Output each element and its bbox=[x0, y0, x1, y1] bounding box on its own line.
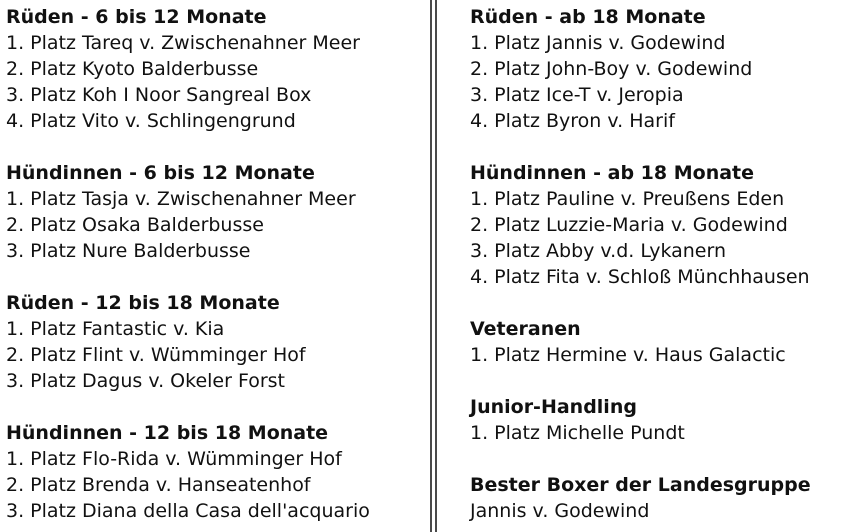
section-huendinnen-6-12 bbox=[6, 160, 426, 264]
section-huendinnen-ab-18 bbox=[470, 160, 854, 290]
section-rueden-12-18 bbox=[6, 290, 426, 394]
section-bester-boxer bbox=[470, 472, 854, 524]
result-entry: 4. Platz Vito v. Schlingengrund bbox=[6, 110, 296, 132]
result-entry: 1. Platz Hermine v. Haus Galactic bbox=[470, 344, 786, 366]
result-entry: Jannis v. Godewind bbox=[470, 500, 650, 522]
results-column-left bbox=[6, 4, 426, 524]
section-heading: Hündinnen - ab 18 Monate bbox=[470, 162, 755, 184]
result-entry: 2. Platz Brenda v. Hanseatenhof bbox=[6, 474, 311, 496]
result-entry: 2. Platz John-Boy v. Godewind bbox=[470, 58, 753, 80]
result-entry: 2. Platz Kyoto Balderbusse bbox=[6, 58, 259, 80]
result-entry: 1. Platz Flo-Rida v. Wümminger Hof bbox=[6, 448, 342, 470]
section-heading: Rüden - ab 18 Monate bbox=[470, 6, 706, 28]
section-rueden-ab-18 bbox=[470, 4, 854, 134]
section-heading: Rüden - 12 bis 18 Monate bbox=[6, 292, 280, 314]
result-entry: 4. Platz Byron v. Harif bbox=[470, 110, 675, 132]
section-heading: Junior-Handling bbox=[470, 396, 637, 418]
column-divider bbox=[435, 0, 437, 532]
section-heading: Bester Boxer der Landesgruppe bbox=[470, 474, 811, 496]
result-entry: 3. Platz Dagus v. Okeler Forst bbox=[6, 370, 285, 392]
result-entry: 1. Platz Pauline v. Preußens Eden bbox=[470, 188, 785, 210]
result-entry: 3. Platz Ice-T v. Jeropia bbox=[470, 84, 684, 106]
result-entry: 1. Platz Michelle Pundt bbox=[470, 422, 685, 444]
result-entry: 2. Platz Luzzie-Maria v. Godewind bbox=[470, 214, 788, 236]
section-rueden-6-12 bbox=[6, 4, 426, 134]
result-entry: 1. Platz Jannis v. Godewind bbox=[470, 32, 726, 54]
section-junior-handling bbox=[470, 394, 854, 446]
section-huendinnen-12-18 bbox=[6, 420, 426, 524]
section-heading: Veteranen bbox=[470, 318, 581, 340]
result-entry: 3. Platz Koh I Noor Sangreal Box bbox=[6, 84, 312, 106]
section-heading: Hündinnen - 12 bis 18 Monate bbox=[6, 422, 329, 444]
result-entry: 2. Platz Osaka Balderbusse bbox=[6, 214, 264, 236]
result-entry: 1. Platz Tasja v. Zwischenahner Meer bbox=[6, 188, 356, 210]
section-veteranen bbox=[470, 316, 854, 368]
column-divider bbox=[430, 0, 432, 532]
result-entry: 3. Platz Nure Balderbusse bbox=[6, 240, 251, 262]
result-entry: 1. Platz Tareq v. Zwischenahner Meer bbox=[6, 32, 360, 54]
result-entry: 3. Platz Diana della Casa dell'acquario bbox=[6, 500, 370, 522]
results-column-right bbox=[470, 4, 854, 524]
result-entry: 1. Platz Fantastic v. Kia bbox=[6, 318, 225, 340]
result-entry: 3. Platz Abby v.d. Lykanern bbox=[470, 240, 727, 262]
result-entry: 2. Platz Flint v. Wümminger Hof bbox=[6, 344, 306, 366]
result-entry: 4. Platz Fita v. Schloß Münchhausen bbox=[470, 266, 810, 288]
section-heading: Hündinnen - 6 bis 12 Monate bbox=[6, 162, 315, 184]
section-heading: Rüden - 6 bis 12 Monate bbox=[6, 6, 267, 28]
